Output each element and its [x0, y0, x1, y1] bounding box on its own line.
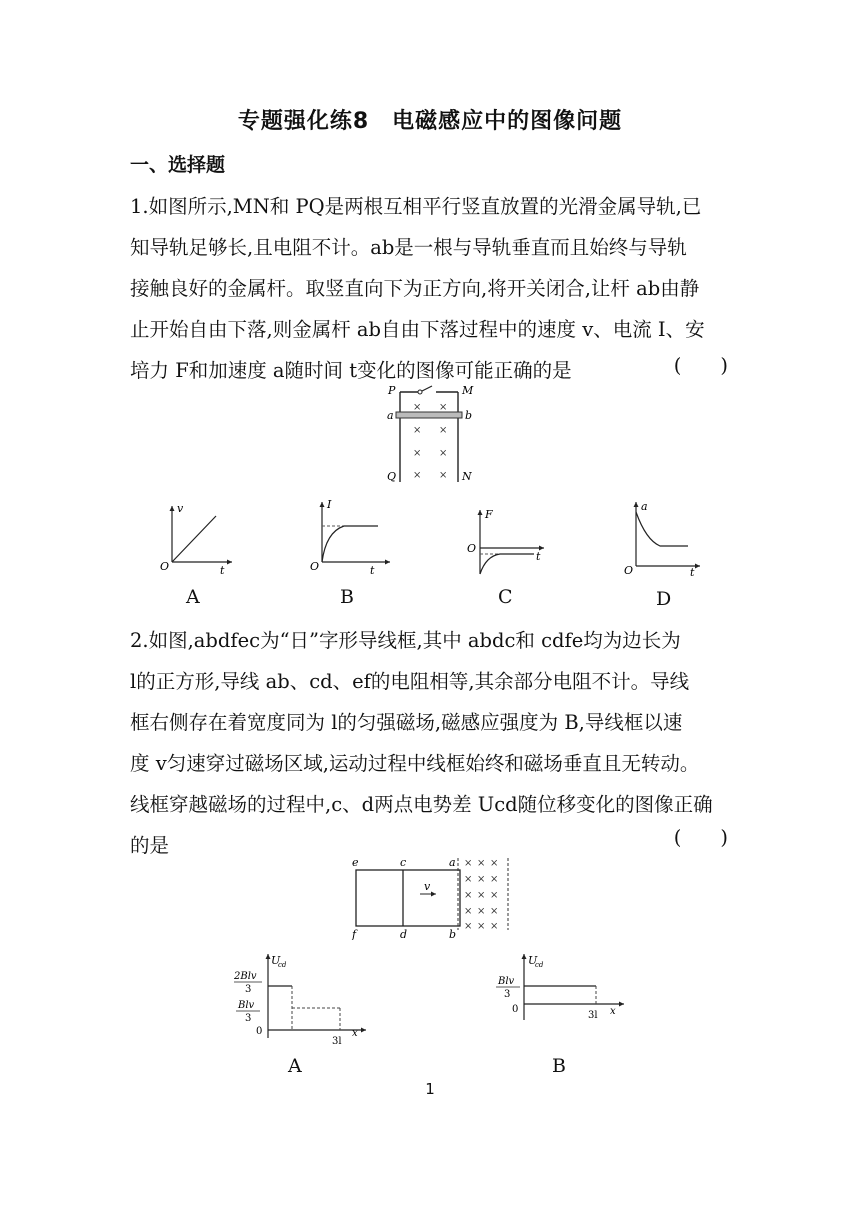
field-cross: ×	[464, 890, 473, 901]
tick-2blv-den: 3	[245, 984, 252, 995]
tick-2blv: 2Blv	[234, 971, 257, 982]
field-cross: ×	[490, 921, 499, 932]
q2-line: 线框穿越磁场的过程中,c、d两点电势差 Ucd随位移变化的图像正确	[130, 793, 713, 816]
axis-label-t: t	[370, 564, 375, 577]
q1-option-b-graph	[306, 496, 396, 580]
q2-line: 2.如图,abdfec为“日”字形导线框,其中 abdc和 cdfe均为边长为	[130, 629, 681, 652]
axis-label-I: I	[327, 498, 332, 511]
label-e: e	[352, 856, 359, 869]
origin-label: 0	[512, 1004, 519, 1015]
axis-label-cd-sub: cd	[535, 961, 544, 969]
axis-label-x: x	[352, 1028, 358, 1039]
field-cross: ×	[464, 906, 473, 917]
q1-option-b-letter[interactable]: B	[340, 586, 354, 608]
field-cross: ×	[490, 858, 499, 869]
label-a: a	[387, 409, 394, 422]
label-a: a	[449, 856, 456, 869]
axis-label-F: F	[485, 508, 493, 521]
axis-label-t: t	[536, 550, 541, 563]
axis-label-x: x	[610, 1006, 616, 1017]
q1-option-a-graph	[158, 500, 238, 580]
label-P: P	[388, 384, 396, 397]
field-cross: ×	[464, 874, 473, 885]
axis-label-v: v	[177, 502, 184, 515]
q1-option-d-letter[interactable]: D	[656, 588, 672, 610]
label-M: M	[462, 384, 474, 397]
label-Q: Q	[387, 470, 397, 483]
field-cross: ×	[477, 921, 486, 932]
q1-rail-figure	[380, 380, 480, 490]
field-cross: ×	[413, 402, 422, 413]
q1-line: 接触良好的金属杆。取竖直向下为正方向,将开关闭合,让杆 ab由静	[130, 277, 700, 300]
section-heading: 一、选择题	[130, 154, 226, 176]
label-b: b	[449, 928, 457, 940]
field-cross: ×	[490, 874, 499, 885]
xtick-3l: 3l	[332, 1036, 342, 1047]
label-f: f	[352, 928, 357, 940]
q2-line: 的是	[130, 834, 170, 857]
page-title: 专题强化练8 电磁感应中的图像问题	[237, 109, 623, 134]
field-cross: ×	[439, 448, 448, 459]
q2-option-b-graph	[494, 950, 634, 1030]
q1-option-a-letter[interactable]: A	[186, 586, 200, 608]
field-cross: ×	[439, 402, 448, 413]
question-2-text	[130, 620, 730, 866]
q2-line: 度 v匀速穿过磁场区域,运动过程中线框始终和磁场垂直且无转动。	[130, 752, 700, 775]
field-cross: ×	[477, 874, 486, 885]
origin-label: 0	[256, 1026, 263, 1037]
q2-frame-figure	[346, 854, 526, 940]
q2-option-a-graph	[228, 950, 376, 1050]
xtick-3l: 3l	[588, 1010, 598, 1021]
origin-label: O	[310, 560, 320, 573]
q1-line: 止开始自由下落,则金属杆 ab自由下落过程中的速度 v、电流 I、安	[130, 318, 705, 341]
axis-label-U: U	[271, 954, 281, 967]
label-c: c	[400, 856, 407, 869]
q2-line: l的正方形,导线 ab、cd、ef的电阻相等,其余部分电阻不计。导线	[130, 670, 690, 693]
tick-blv-den: 3	[245, 1013, 252, 1024]
label-N: N	[462, 470, 472, 483]
tick-blv: Blv	[498, 976, 515, 987]
tick-blv-den: 3	[504, 989, 511, 1000]
label-b: b	[465, 409, 473, 422]
q1-option-d-graph	[622, 496, 706, 580]
field-cross: ×	[464, 858, 473, 869]
axis-label-U: U	[528, 954, 538, 967]
q2-option-a-letter[interactable]: A	[288, 1055, 302, 1077]
field-cross: ×	[413, 448, 422, 459]
axis-label-t: t	[220, 564, 225, 577]
q2-answer-paren: ( )	[673, 826, 728, 849]
label-v: v	[424, 880, 431, 893]
field-cross: ×	[490, 906, 499, 917]
q1-option-c-letter[interactable]: C	[498, 586, 513, 608]
field-cross: ×	[439, 470, 448, 481]
field-cross: ×	[477, 890, 486, 901]
q1-line: 知导轨足够长,且电阻不计。ab是一根与导轨垂直而且始终与导轨	[130, 236, 687, 259]
q2-option-b-letter[interactable]: B	[552, 1055, 566, 1077]
field-cross: ×	[477, 906, 486, 917]
origin-label: O	[624, 564, 634, 577]
field-cross: ×	[413, 470, 422, 481]
q1-line: 1.如图所示,MN和 PQ是两根互相平行竖直放置的光滑金属导轨,已	[130, 195, 702, 218]
origin-label: O	[160, 560, 170, 573]
origin-label: O	[467, 542, 477, 555]
tick-blv: Blv	[238, 1000, 255, 1011]
axis-label-a: a	[641, 500, 648, 513]
q2-line: 框右侧存在着宽度同为 l的匀强磁场,磁感应强度为 B,导线框以速	[130, 711, 683, 734]
field-cross: ×	[439, 425, 448, 436]
page-number: 1	[425, 1080, 435, 1098]
field-cross: ×	[464, 921, 473, 932]
question-1-text	[130, 186, 730, 391]
q1-option-c-graph	[464, 504, 550, 580]
field-cross: ×	[477, 858, 486, 869]
axis-label-cd-sub: cd	[278, 961, 287, 969]
field-cross: ×	[413, 425, 422, 436]
label-d: d	[400, 928, 408, 940]
q1-line: 培力 F和加速度 a随时间 t变化的图像可能正确的是	[130, 359, 572, 382]
axis-label-t: t	[690, 566, 695, 579]
q1-answer-paren: ( )	[673, 354, 728, 377]
field-cross: ×	[490, 890, 499, 901]
